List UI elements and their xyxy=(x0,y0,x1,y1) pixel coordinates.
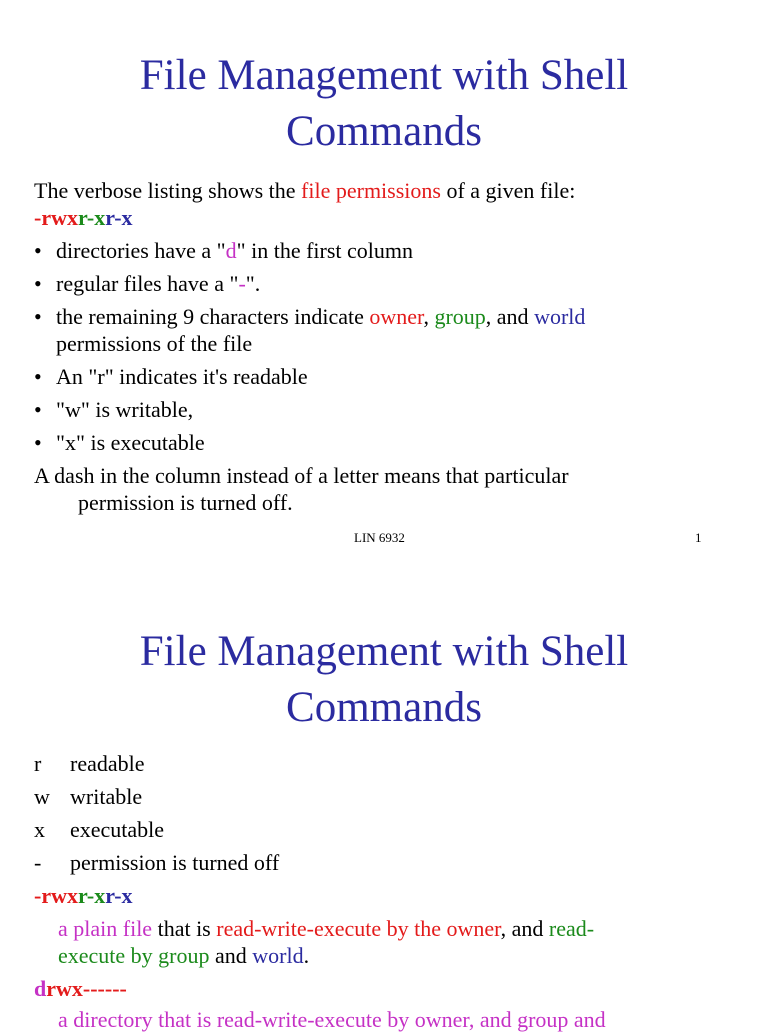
def-turned-off xyxy=(34,849,734,876)
bullet-text-line-2: permissions of the file xyxy=(56,331,253,356)
owner-highlight: owner xyxy=(369,304,424,329)
separator: , and xyxy=(485,304,535,329)
perm-world: r-x xyxy=(105,883,133,908)
bullet-text: "w" is writable, xyxy=(56,397,194,422)
dash-explanation xyxy=(34,462,734,516)
bullet-text-end: ". xyxy=(245,271,261,296)
bullet-icon: • xyxy=(34,304,42,329)
slide-2 xyxy=(0,600,768,1030)
slide-1-title-line-2: Commands xyxy=(286,108,482,155)
perm-rest: ------ xyxy=(82,976,127,1001)
bullet-directories xyxy=(34,237,734,264)
slide-1-body xyxy=(34,177,734,516)
perm-owner: rwx xyxy=(46,976,83,1001)
bullet-executable xyxy=(34,429,734,456)
bullet-text: regular files have a " xyxy=(56,271,239,296)
bullet-icon: • xyxy=(34,271,42,296)
plain-file-highlight: a plain file xyxy=(58,916,153,941)
perm-type: d xyxy=(34,976,47,1001)
file-permissions-highlight: file permissions xyxy=(301,178,441,203)
def-value: readable xyxy=(70,751,145,776)
bullet-regular-files xyxy=(34,270,734,297)
bullet-icon: • xyxy=(34,397,42,422)
world-highlight: world xyxy=(534,304,586,329)
dash-line-2: permission is turned off. xyxy=(78,490,293,515)
owner-highlight: read-write-execute by the owner xyxy=(216,916,501,941)
def-key: - xyxy=(34,850,42,875)
permission-example-2-description: a directory that is read-write-execute by owner, and group and xyxy=(58,1007,606,1032)
group-highlight: read- xyxy=(548,916,595,941)
permission-example-1-description xyxy=(34,915,734,969)
def-readable xyxy=(34,750,734,777)
footer-course: LIN 6932 xyxy=(354,530,405,545)
slide-2-title-line-2: Commands xyxy=(286,684,482,731)
def-value: executable xyxy=(70,817,165,842)
dash-line-1: A dash in the column instead of a letter means that particular xyxy=(34,463,569,488)
desc-text: . xyxy=(303,943,310,968)
desc-text: , and xyxy=(500,916,549,941)
footer-page-number: 1 xyxy=(695,530,702,545)
def-writable xyxy=(34,783,734,810)
separator: , xyxy=(423,304,435,329)
bullet-text: the remaining 9 characters indicate xyxy=(56,304,370,329)
group-highlight: group xyxy=(434,304,486,329)
slide-2-title-line-1: File Management with Shell xyxy=(139,628,629,675)
slide-2-title xyxy=(0,624,768,736)
bullet-readable xyxy=(34,363,734,390)
slide-2-body xyxy=(34,750,734,1033)
bullet-icon: • xyxy=(34,364,42,389)
intro-text-end: of a given file: xyxy=(440,178,576,203)
perm-group: r-x xyxy=(77,205,106,230)
slide-1-title xyxy=(0,48,768,160)
bullet-text: "x" is executable xyxy=(56,430,205,455)
def-executable xyxy=(34,816,734,843)
bullet-text: An "r" indicates it's readable xyxy=(56,364,308,389)
perm-world: r-x xyxy=(105,205,133,230)
group-highlight: execute by group xyxy=(58,943,210,968)
world-highlight: world xyxy=(252,943,304,968)
desc-text: and xyxy=(209,943,253,968)
perm-owner: rwx xyxy=(41,883,78,908)
def-value: writable xyxy=(70,784,143,809)
bullet-icon: • xyxy=(34,238,42,263)
slide-1-title-line-1: File Management with Shell xyxy=(139,52,629,99)
d-highlight: d xyxy=(225,238,237,263)
perm-type: - xyxy=(34,883,42,908)
perm-owner: rwx xyxy=(41,205,78,230)
bullet-writable xyxy=(34,396,734,423)
bullet-remaining-chars xyxy=(34,303,734,357)
intro-text: The verbose listing shows the xyxy=(34,178,302,203)
permission-example xyxy=(34,204,734,231)
permission-example-2 xyxy=(34,975,734,1002)
perm-type: - xyxy=(34,205,42,230)
def-key: w xyxy=(34,784,50,809)
bullet-text: directories have a " xyxy=(56,238,226,263)
perm-group: r-x xyxy=(77,883,106,908)
def-value: permission is turned off xyxy=(70,850,280,875)
desc-text: that is xyxy=(152,916,217,941)
bullet-icon: • xyxy=(34,430,42,455)
def-key: x xyxy=(34,817,45,842)
permission-example-1 xyxy=(34,882,734,909)
dash-highlight: - xyxy=(238,271,246,296)
bullet-text-end: " in the first column xyxy=(236,238,414,263)
def-key: r xyxy=(34,751,42,776)
intro-line xyxy=(34,177,734,204)
